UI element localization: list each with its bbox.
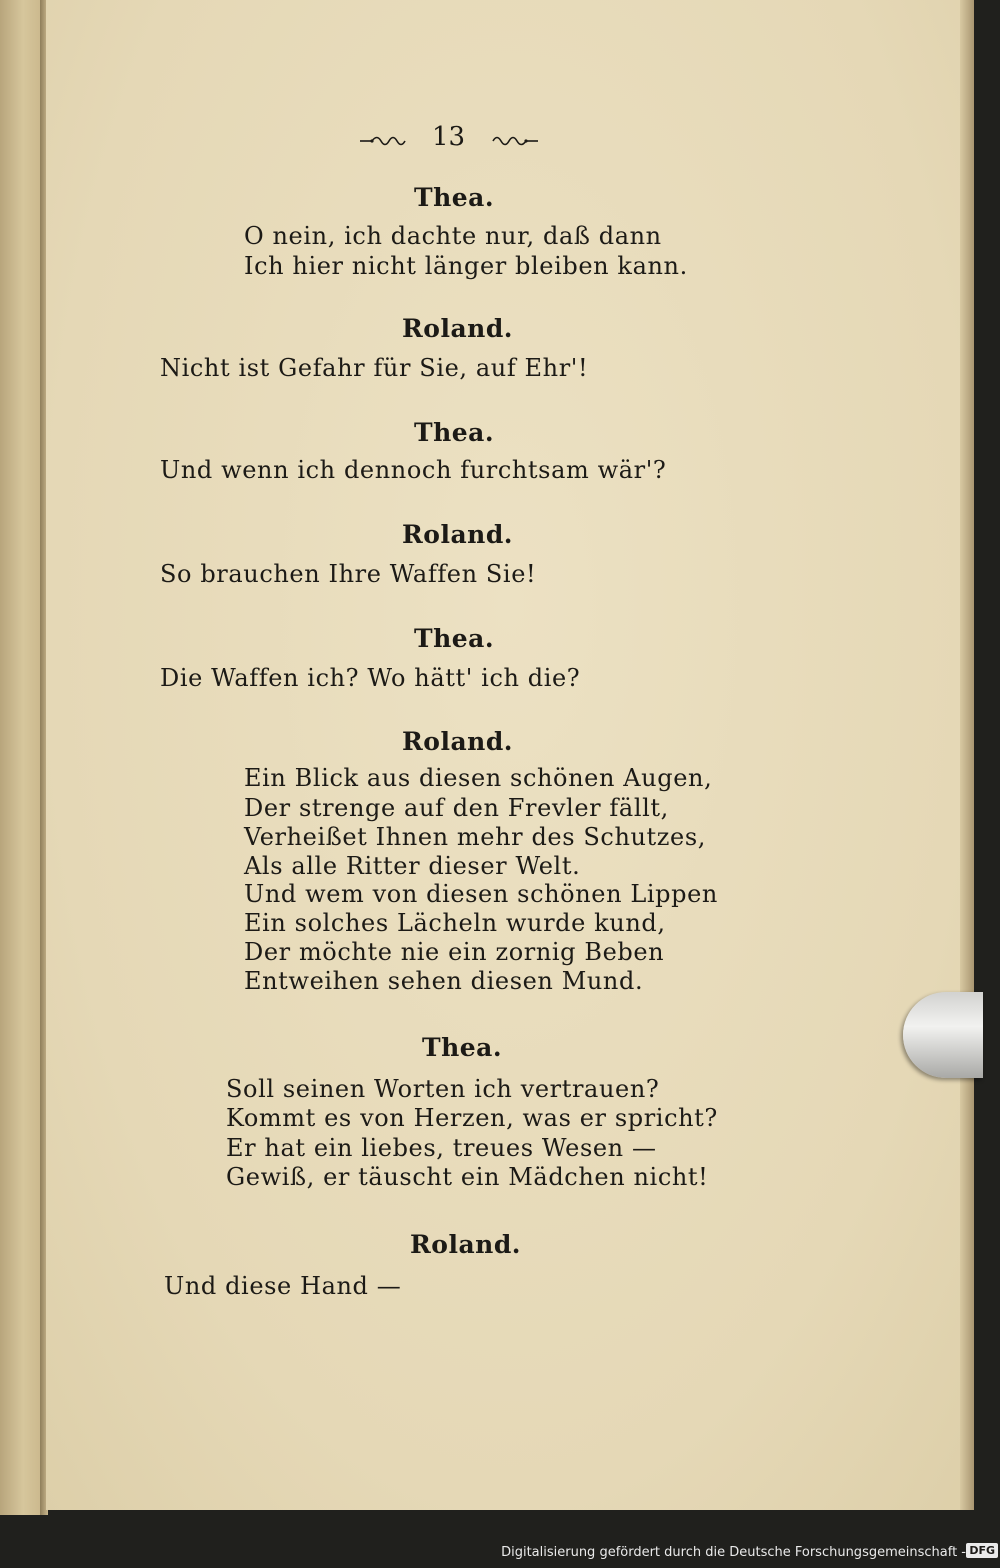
verse-line: Ein solches Lächeln wurde kund,: [244, 909, 666, 937]
verse-line: Ein Blick aus diesen schönen Augen,: [244, 764, 713, 792]
verse-line: Und wenn ich dennoch furchtsam wär'?: [160, 456, 667, 484]
verse-line: Gewiß, er täuscht ein Mädchen nicht!: [226, 1163, 709, 1191]
verse-line: Der strenge auf den Frevler fällt,: [244, 794, 669, 822]
verse-line: Ich hier nicht länger bleiben kann.: [244, 252, 688, 280]
right-ornament-icon: [492, 134, 538, 148]
verse-line: Soll seinen Worten ich vertrauen?: [226, 1075, 660, 1103]
verse-line: Entweihen sehen diesen Mund.: [244, 967, 644, 995]
speaker-label: Thea.: [414, 418, 495, 447]
verse-line: Die Waffen ich? Wo hätt' ich die?: [160, 664, 581, 692]
page-clip-icon: [903, 992, 983, 1078]
facing-page-strip: [0, 0, 42, 1515]
speaker-label: Thea.: [414, 183, 495, 212]
verse-line: Der möchte nie ein zornig Beben: [244, 938, 665, 966]
speaker-label: Roland.: [410, 1230, 522, 1259]
verse-line: Und wem von diesen schönen Lippen: [244, 880, 718, 908]
speaker-label: Thea.: [422, 1033, 503, 1062]
page-header: [360, 120, 540, 156]
page-edge: [960, 0, 974, 1510]
verse-line: Kommt es von Herzen, was er spricht?: [226, 1104, 718, 1132]
verse-line: Nicht ist Gefahr für Sie, auf Ehr'!: [160, 354, 589, 382]
verse-line: O nein, ich dachte nur, daß dann: [244, 222, 662, 250]
speaker-label: Roland.: [402, 314, 514, 343]
speaker-label: Thea.: [414, 624, 495, 653]
verse-line: Und diese Hand —: [164, 1272, 402, 1300]
verse-line: So brauchen Ihre Waffen Sie!: [160, 560, 537, 588]
speaker-label: Roland.: [402, 520, 514, 549]
page-number: 13: [432, 122, 466, 152]
dfg-logo: DFG: [966, 1543, 998, 1558]
left-ornament-icon: [360, 134, 406, 148]
digitization-credit: [0, 1540, 1000, 1568]
verse-line: Verheißet Ihnen mehr des Schutzes,: [244, 823, 706, 851]
verse-line: Er hat ein liebes, treues Wesen —: [226, 1134, 657, 1162]
speaker-label: Roland.: [402, 727, 514, 756]
verse-line: Als alle Ritter dieser Welt.: [244, 852, 581, 880]
credit-text: Digitalisierung gefördert durch die Deutsche Forschungsgemeinschaft -: [501, 1545, 966, 1560]
